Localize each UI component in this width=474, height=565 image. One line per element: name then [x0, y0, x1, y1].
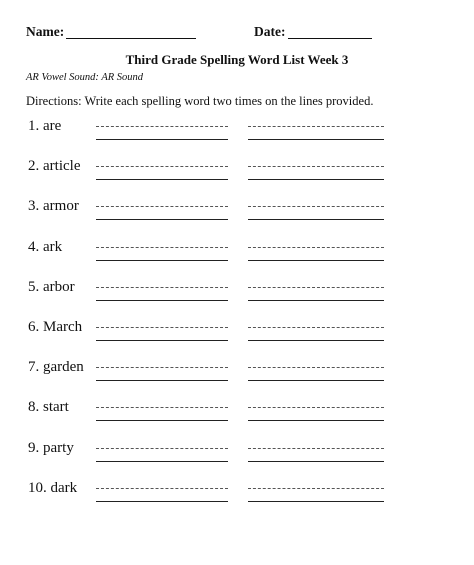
writing-guide-dashed-line	[248, 488, 384, 489]
name-blank-line	[66, 38, 196, 39]
writing-base-line	[96, 501, 228, 502]
writing-base-line	[96, 420, 228, 421]
writing-base-line	[96, 461, 228, 462]
worksheet-subtitle: AR Vowel Sound: AR Sound	[26, 72, 144, 83]
writing-guide-dashed-line	[96, 166, 228, 167]
spelling-word: 8. start	[28, 399, 69, 416]
writing-base-line	[248, 420, 384, 421]
writing-base-line	[96, 380, 228, 381]
spelling-word: 5. arbor	[28, 278, 75, 295]
word-row	[0, 317, 474, 357]
writing-base-line	[96, 179, 228, 180]
directions-text: Directions: Write each spelling word two times on the lines provided.	[26, 94, 374, 108]
word-row	[0, 397, 474, 437]
writing-base-line	[248, 461, 384, 462]
word-row	[0, 156, 474, 196]
spelling-word: 6. March	[28, 319, 83, 335]
writing-base-line	[248, 300, 384, 301]
writing-base-line	[248, 501, 384, 502]
writing-guide-dashed-line	[96, 287, 228, 288]
spelling-word: 4. ark	[28, 238, 63, 255]
writing-base-line	[248, 340, 384, 341]
name-label: Name:	[26, 24, 65, 39]
writing-guide-dashed-line	[248, 247, 384, 248]
writing-base-line	[96, 340, 228, 341]
writing-base-line	[96, 260, 228, 261]
writing-guide-dashed-line	[248, 126, 384, 127]
word-row	[0, 277, 474, 317]
writing-base-line	[248, 179, 384, 180]
writing-base-line	[248, 380, 384, 381]
writing-guide-dashed-line	[248, 166, 384, 167]
writing-guide-dashed-line	[96, 327, 228, 328]
date-label: Date:	[254, 24, 286, 39]
writing-guide-dashed-line	[248, 448, 384, 449]
spelling-word: 7. garden	[28, 359, 84, 376]
writing-guide-dashed-line	[96, 247, 228, 248]
writing-guide-dashed-line	[96, 206, 228, 207]
writing-guide-dashed-line	[248, 407, 384, 408]
writing-guide-dashed-line	[248, 206, 384, 207]
writing-guide-dashed-line	[248, 367, 384, 368]
writing-guide-dashed-line	[96, 126, 228, 127]
worksheet-title: Third Grade Spelling Word List Week 3	[125, 52, 349, 67]
writing-guide-dashed-line	[96, 367, 228, 368]
writing-base-line	[96, 300, 228, 301]
writing-guide-dashed-line	[96, 488, 228, 489]
writing-base-line	[248, 139, 384, 140]
writing-base-line	[96, 219, 228, 220]
date-blank-line	[288, 38, 372, 39]
word-row	[0, 237, 474, 277]
word-row	[0, 196, 474, 236]
spelling-word: 2. article	[28, 158, 81, 175]
writing-guide-dashed-line	[96, 448, 228, 449]
writing-guide-dashed-line	[248, 287, 384, 288]
writing-base-line	[96, 139, 228, 140]
word-row	[0, 438, 474, 478]
writing-guide-dashed-line	[96, 407, 228, 408]
writing-guide-dashed-line	[248, 327, 384, 328]
spelling-word: 1. are	[28, 118, 62, 134]
word-row	[0, 357, 474, 397]
spelling-word: 9. party	[28, 439, 74, 456]
spelling-word: 10. dark	[28, 479, 78, 496]
spelling-word: 3. armor	[28, 198, 79, 215]
writing-base-line	[248, 219, 384, 220]
word-row	[0, 116, 474, 156]
writing-base-line	[248, 260, 384, 261]
word-row	[0, 478, 474, 518]
header	[26, 24, 456, 44]
